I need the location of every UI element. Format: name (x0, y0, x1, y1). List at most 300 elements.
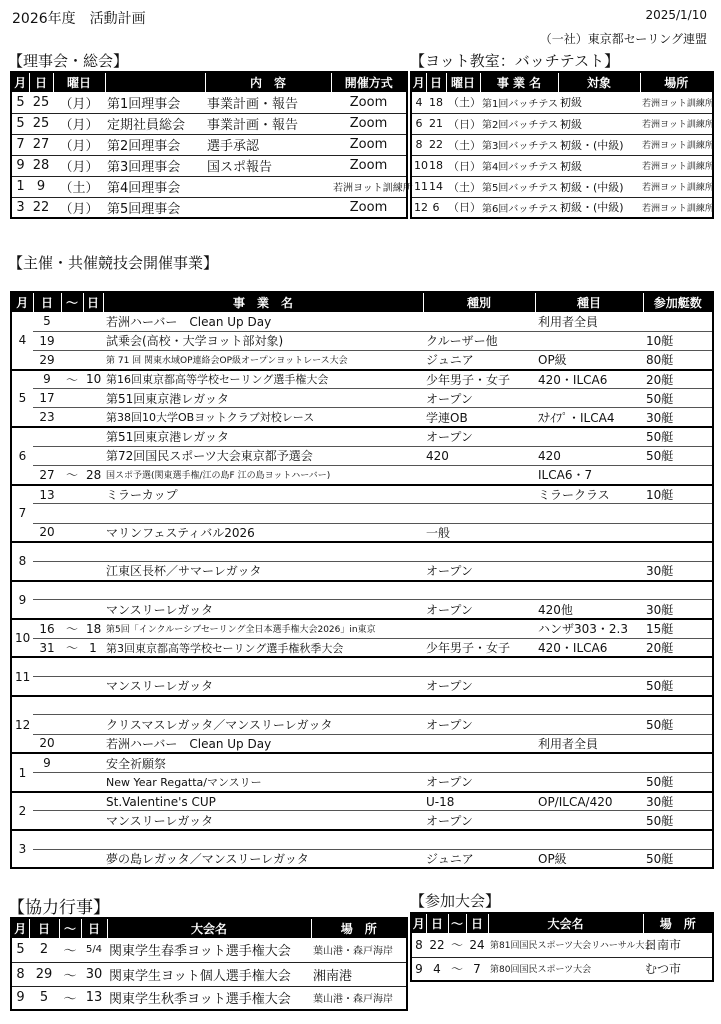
table-row (11, 113, 407, 134)
month-cell: 4 (11, 312, 33, 370)
table-cell: （日） (446, 113, 480, 134)
table-cell: 17 (33, 389, 61, 408)
table-cell (423, 734, 535, 753)
table-cell: ～ (448, 933, 466, 957)
table-cell: Zoom (331, 197, 407, 218)
table-row (11, 134, 407, 155)
table-row (11, 331, 713, 350)
table-cell: オープン (423, 811, 535, 830)
table-cell: マリンフェスティバル2026 (103, 523, 423, 542)
table-cell (83, 331, 103, 350)
table-cell: 50艇 (643, 677, 713, 696)
table-cell: 5 (33, 312, 61, 331)
table-cell (61, 542, 83, 561)
table-row (11, 92, 407, 113)
table-cell: 6 (426, 197, 446, 218)
table-cell: （土） (446, 134, 480, 155)
table-cell: （日） (446, 197, 480, 218)
table-cell: 50艇 (643, 389, 713, 408)
table-cell: 少年男子・女子 (423, 370, 535, 389)
table-cell: 9 (411, 957, 426, 981)
table-cell (83, 600, 103, 619)
table-cell: 50艇 (643, 715, 713, 734)
table-cell: 第6回バッチテスト (480, 197, 558, 218)
table-cell: 初級・(中級) (558, 176, 640, 197)
table-cell (61, 389, 83, 408)
table-cell: 若洲ヨット訓練所 (331, 176, 407, 197)
table-cell (205, 176, 331, 197)
table-cell: むつ市 (643, 957, 713, 981)
table-cell (83, 350, 103, 369)
table-cell: 国スポ報告 (205, 155, 331, 176)
table-cell: 若洲ハーバー Clean Up Day (103, 734, 423, 753)
table-cell (103, 581, 423, 600)
table-cell (423, 504, 535, 523)
table-cell (423, 542, 535, 561)
table-cell: 30艇 (643, 600, 713, 619)
table-row (11, 811, 713, 830)
table-cell: 20 (33, 523, 61, 542)
table-cell: 420・ILCA6 (535, 638, 643, 657)
table-cell: 第51回東京港レガッタ (103, 389, 423, 408)
table-cell (83, 753, 103, 772)
table-cell: 80艇 (643, 350, 713, 369)
table-cell: 江東区長杯／サマーレガッタ (103, 561, 423, 580)
table-cell: クリスマスレガッタ／マンスリーレガッタ (103, 715, 423, 734)
table-cell: 一般 (423, 523, 535, 542)
table-cell: 関東学生秋季ヨット選手権大会 (107, 986, 311, 1010)
table-cell: ～ (61, 466, 83, 485)
table-cell: 18 (426, 155, 446, 176)
table-cell (423, 619, 535, 638)
table-cell: 若洲ヨット訓練所 (640, 134, 713, 155)
table-cell: （土） (446, 176, 480, 197)
column-header: 参加艇数 (643, 292, 713, 312)
table-cell (83, 811, 103, 830)
table-cell (33, 773, 61, 792)
table-cell: 8 (11, 962, 29, 986)
table-cell (83, 849, 103, 868)
table-cell: 50艇 (643, 427, 713, 446)
table-cell: 若洲ヨット訓練所 (640, 92, 713, 113)
table-cell (61, 350, 83, 369)
table-cell (33, 657, 61, 676)
table-cell (33, 792, 61, 811)
table-cell: オープン (423, 677, 535, 696)
table-cell: 13 (33, 485, 61, 504)
table-cell: （日） (446, 155, 480, 176)
table-cell (61, 696, 83, 715)
table-cell: 第3回東京都高等学校セーリング選手権秋季大会 (103, 638, 423, 657)
table-cell: 23 (33, 408, 61, 427)
table-cell: 第5回「インクルーシブセーリング全日本選手権大会2026」in東京 (103, 619, 423, 638)
table-cell (33, 446, 61, 465)
table-cell: 第4回バッチテスト (480, 155, 558, 176)
table-cell: マンスリーレガッタ (103, 677, 423, 696)
table-cell: 14 (426, 176, 446, 197)
table-cell: 10 (411, 155, 426, 176)
table-row (11, 155, 407, 176)
table-row (11, 657, 713, 676)
table-cell: U-18 (423, 792, 535, 811)
table-cell (83, 677, 103, 696)
table-row (11, 962, 407, 986)
table-row (11, 619, 713, 638)
table-row (11, 370, 713, 389)
table-cell: 少年男子・女子 (423, 638, 535, 657)
table-row (11, 466, 713, 485)
column-header: 日 (466, 913, 488, 933)
column-header: 種目 (535, 292, 643, 312)
table-row (11, 523, 713, 542)
table-cell: ～ (61, 619, 83, 638)
page-title: 2026年度 活動計画 (12, 11, 146, 27)
table-cell (61, 753, 83, 772)
table-cell (33, 504, 61, 523)
table-cell (535, 773, 643, 792)
table-cell (61, 504, 83, 523)
table-cell: 事業計画・報告 (205, 113, 331, 134)
table-row (11, 581, 713, 600)
table-cell: 若洲ヨット訓練所 (640, 197, 713, 218)
table-cell (423, 753, 535, 772)
table-cell (83, 504, 103, 523)
table-row (11, 938, 407, 962)
table-cell: Zoom (331, 92, 407, 113)
table-cell: 初級・(中級) (558, 134, 640, 155)
table-row (11, 715, 713, 734)
column-header: 月 (11, 72, 29, 92)
table-cell: 8 (411, 933, 426, 957)
table-cell: 5 (11, 938, 29, 962)
table-cell (83, 389, 103, 408)
table-cell: 18 (426, 92, 446, 113)
table-cell: 24 (466, 933, 488, 957)
table-cell: 第1回バッチテスト (480, 92, 558, 113)
table-cell: 29 (29, 962, 59, 986)
table-cell (83, 696, 103, 715)
table-cell (83, 792, 103, 811)
table-cell (535, 811, 643, 830)
column-header: 月 (411, 72, 426, 92)
table-cell: 定期社員総会 (105, 113, 205, 134)
table-row (11, 197, 407, 218)
coop-events-table (10, 917, 408, 1011)
table-cell: 30艇 (643, 792, 713, 811)
table-cell: クルーザー他 (423, 331, 535, 350)
table-cell (61, 677, 83, 696)
table-cell (535, 715, 643, 734)
table-cell: 30艇 (643, 408, 713, 427)
table-cell: オープン (423, 773, 535, 792)
table-cell: 10艇 (643, 331, 713, 350)
table-cell: 10 (83, 370, 103, 389)
table-row (411, 155, 713, 176)
table-cell: ～ (59, 938, 81, 962)
table-cell (535, 561, 643, 580)
table-cell: 若洲ヨット訓練所 (640, 113, 713, 134)
column-header: 月 (11, 918, 29, 938)
participate-section-title: 【参加大会】 (410, 892, 501, 910)
table-cell: 第3回バッチテスト (480, 134, 558, 155)
events-table (10, 291, 714, 869)
table-cell: 20 (33, 734, 61, 753)
table-cell: 4 (411, 92, 426, 113)
table-cell: 28 (29, 155, 53, 176)
month-cell: 1 (11, 753, 33, 791)
table-cell: 関東学生ヨット個人選手権大会 (107, 962, 311, 986)
table-cell (83, 561, 103, 580)
table-cell: （月） (53, 155, 105, 176)
table-cell (535, 581, 643, 600)
table-cell (61, 849, 83, 868)
table-cell: 420・ILCA6 (535, 370, 643, 389)
table-cell: 初級 (558, 155, 640, 176)
table-row (11, 753, 713, 772)
table-cell (643, 696, 713, 715)
table-cell (643, 753, 713, 772)
table-cell (535, 331, 643, 350)
table-cell: 8 (411, 134, 426, 155)
table-cell: （月） (53, 197, 105, 218)
table-cell: 4 (426, 957, 448, 981)
table-row (11, 773, 713, 792)
table-cell (83, 581, 103, 600)
table-cell: ｽﾅｲﾌﾟ・ILCA4 (535, 408, 643, 427)
table-cell (61, 600, 83, 619)
table-cell: 第4回理事会 (105, 176, 205, 197)
table-cell (61, 331, 83, 350)
table-cell: 利用者全員 (535, 734, 643, 753)
table-cell (83, 830, 103, 849)
table-row (11, 830, 713, 849)
table-cell: 関東学生春季ヨット選手権大会 (107, 938, 311, 962)
table-cell: 第5回バッチテスト (480, 176, 558, 197)
table-cell (61, 561, 83, 580)
table-cell: 5 (11, 92, 29, 113)
table-cell (643, 657, 713, 676)
table-cell: 20艇 (643, 370, 713, 389)
table-cell (83, 446, 103, 465)
table-cell: 日南市 (643, 933, 713, 957)
table-cell: 420 (535, 446, 643, 465)
table-cell: 27 (29, 134, 53, 155)
table-cell: 31 (33, 638, 61, 657)
table-cell (643, 504, 713, 523)
table-cell (423, 485, 535, 504)
table-cell: 9 (11, 155, 29, 176)
table-cell (423, 466, 535, 485)
table-cell: 利用者全員 (535, 312, 643, 331)
table-cell: 11 (411, 176, 426, 197)
table-cell: Zoom (331, 134, 407, 155)
table-cell (535, 427, 643, 446)
table-row (11, 504, 713, 523)
month-cell: 12 (11, 696, 33, 754)
table-cell: 27 (33, 466, 61, 485)
table-cell: 22 (29, 197, 53, 218)
table-cell: ～ (61, 370, 83, 389)
column-header: 日 (33, 292, 61, 312)
table-cell: ジュニア (423, 849, 535, 868)
table-cell: ミラークラス (535, 485, 643, 504)
table-cell (83, 734, 103, 753)
table-cell: 50艇 (643, 773, 713, 792)
school-section-title: 【ヨット教室：バッチテスト】 (410, 52, 620, 70)
table-cell: 10艇 (643, 485, 713, 504)
table-cell: 学連OB (423, 408, 535, 427)
column-header: 日 (83, 292, 103, 312)
table-cell (83, 485, 103, 504)
table-cell (83, 773, 103, 792)
table-cell (83, 408, 103, 427)
table-row (11, 638, 713, 657)
month-cell: 2 (11, 792, 33, 830)
table-row (411, 176, 713, 197)
table-cell: 夢の島レガッタ／マンスリーレガッタ (103, 849, 423, 868)
table-cell (61, 312, 83, 331)
table-cell: 第1回理事会 (105, 92, 205, 113)
table-cell: 第3回理事会 (105, 155, 205, 176)
table-cell: 20艇 (643, 638, 713, 657)
table-cell (535, 677, 643, 696)
board-section-title: 【理事会・総会】 (8, 52, 129, 70)
table-cell (535, 389, 643, 408)
column-header: 日 (81, 918, 107, 938)
table-cell (33, 830, 61, 849)
table-cell: ～ (59, 986, 81, 1010)
table-cell: 28 (83, 466, 103, 485)
table-cell: OP級 (535, 849, 643, 868)
table-cell (643, 542, 713, 561)
table-cell: 9 (33, 753, 61, 772)
table-cell: （土） (53, 176, 105, 197)
coop-section-title: 【協力行事】 (8, 898, 110, 918)
table-cell: （月） (53, 134, 105, 155)
table-cell: オープン (423, 427, 535, 446)
table-cell: 9 (11, 986, 29, 1010)
table-row (411, 197, 713, 218)
table-row (11, 176, 407, 197)
table-cell: 13 (81, 986, 107, 1010)
table-cell: 第5回理事会 (105, 197, 205, 218)
participate-events-table (410, 912, 714, 982)
column-header: 種別 (423, 292, 535, 312)
table-cell: 第2回バッチテスト (480, 113, 558, 134)
table-row (11, 986, 407, 1010)
table-cell (33, 811, 61, 830)
table-cell: 15艇 (643, 619, 713, 638)
table-cell (643, 466, 713, 485)
table-cell: 18 (83, 619, 103, 638)
table-row (11, 408, 713, 427)
table-row (11, 600, 713, 619)
month-cell: 11 (11, 657, 33, 695)
table-row (11, 389, 713, 408)
table-cell: 420他 (535, 600, 643, 619)
table-cell: OP/ILCA/420 (535, 792, 643, 811)
table-row (411, 134, 713, 155)
column-header: 対象 (558, 72, 640, 92)
table-cell: 22 (426, 134, 446, 155)
table-cell: マンスリーレガッタ (103, 600, 423, 619)
table-cell: 初級 (558, 92, 640, 113)
events-section-title: 【主催・共催競技会開催事業】 (8, 254, 219, 272)
table-cell (61, 485, 83, 504)
column-header: 日 (29, 72, 53, 92)
table-cell (83, 542, 103, 561)
table-cell: Zoom (331, 113, 407, 134)
table-cell: ハンザ303・2.3 (535, 619, 643, 638)
table-cell: （土） (446, 92, 480, 113)
table-cell: 21 (426, 113, 446, 134)
column-header: ～ (61, 292, 83, 312)
badge-test-table (410, 71, 714, 219)
table-cell: 3 (11, 197, 29, 218)
table-cell: オープン (423, 715, 535, 734)
table-cell: 若洲ヨット訓練所 (640, 155, 713, 176)
month-cell: 10 (11, 619, 33, 657)
table-cell: 若洲ヨット訓練所 (640, 176, 713, 197)
table-row (411, 957, 713, 981)
table-cell: 第38回10大学OBヨットクラブ対校レース (103, 408, 423, 427)
table-cell: ～ (448, 957, 466, 981)
table-cell (103, 696, 423, 715)
table-row (411, 92, 713, 113)
table-cell: St.Valentine's CUP (103, 792, 423, 811)
table-cell (61, 581, 83, 600)
table-cell: 第72回国民スポーツ大会東京都予選会 (103, 446, 423, 465)
column-header: 事 業 名 (103, 292, 423, 312)
table-row (11, 427, 713, 446)
table-cell: （月） (53, 113, 105, 134)
table-cell (643, 523, 713, 542)
table-cell: 29 (33, 350, 61, 369)
table-cell (83, 715, 103, 734)
table-cell: 第16回東京都高等学校セーリング選手権大会 (103, 370, 423, 389)
column-header (105, 72, 205, 92)
table-cell (423, 657, 535, 676)
table-cell: 1 (11, 176, 29, 197)
table-row (11, 542, 713, 561)
month-cell: 9 (11, 581, 33, 619)
table-row (11, 792, 713, 811)
table-cell: 50艇 (643, 446, 713, 465)
table-cell: 安全祈願祭 (103, 753, 423, 772)
month-cell: 6 (11, 427, 33, 485)
table-cell (83, 523, 103, 542)
column-header: 月 (411, 913, 426, 933)
table-cell: 葉山港・森戸海岸 (311, 986, 407, 1010)
table-cell: 9 (29, 176, 53, 197)
table-row (411, 933, 713, 957)
table-cell: （月） (53, 92, 105, 113)
table-row (11, 849, 713, 868)
table-cell (423, 830, 535, 849)
table-cell (61, 427, 83, 446)
table-cell: 7 (466, 957, 488, 981)
table-cell: 初級 (558, 113, 640, 134)
table-cell: 第80回国民スポーツ大会 (488, 957, 643, 981)
table-row (11, 734, 713, 753)
table-row (11, 561, 713, 580)
table-cell (643, 734, 713, 753)
column-header: 事 業 名 (480, 72, 558, 92)
table-cell: ～ (59, 962, 81, 986)
table-cell: ジュニア (423, 350, 535, 369)
table-cell (61, 446, 83, 465)
table-cell (535, 657, 643, 676)
